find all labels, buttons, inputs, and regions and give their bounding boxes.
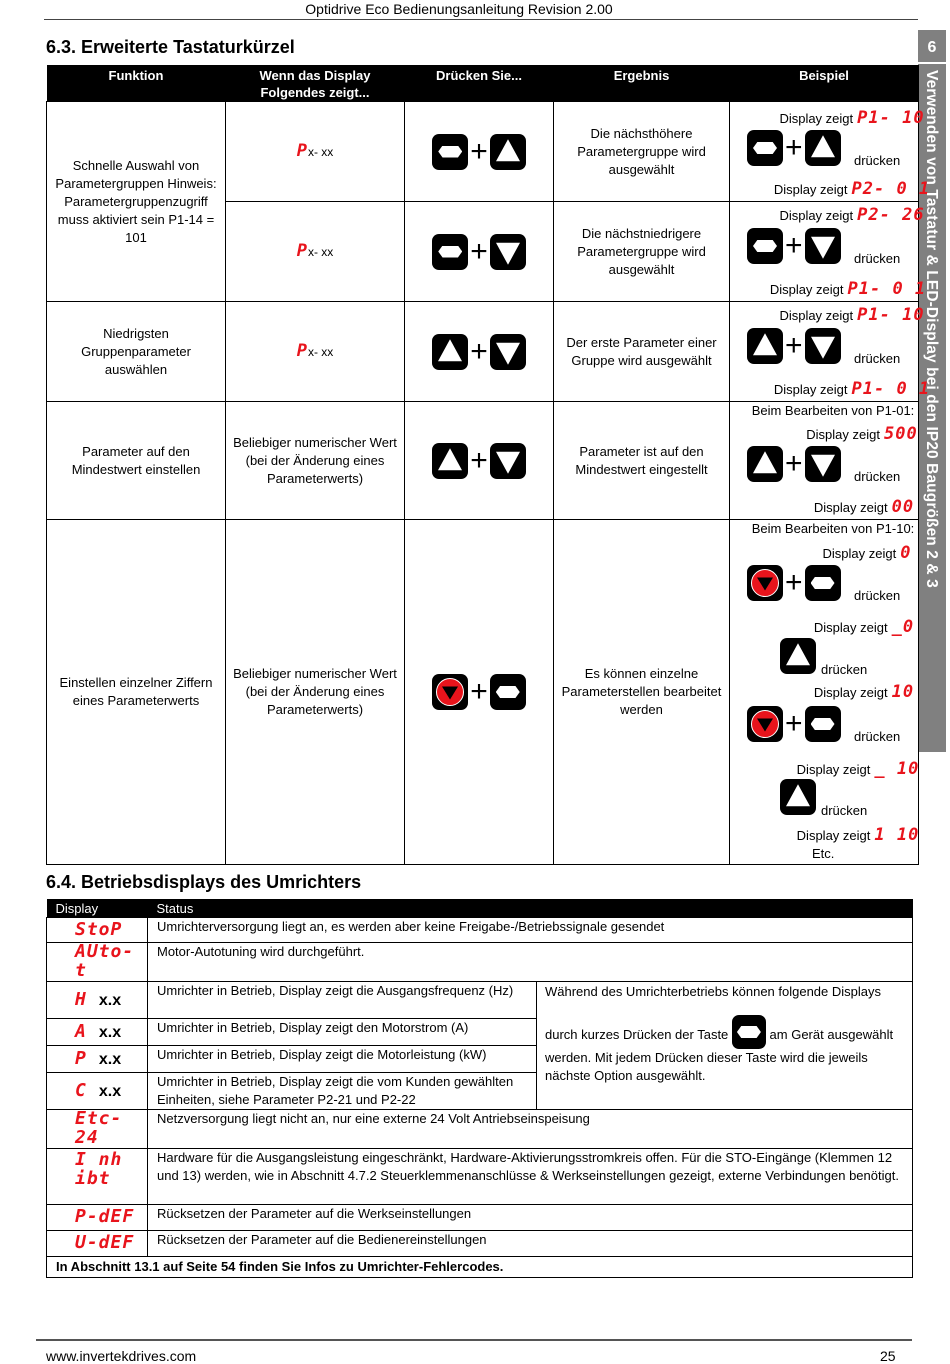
seg-display: _0 (891, 617, 915, 637)
example-line: Display zeigt P1- 0 1 (773, 379, 931, 399)
example-keys (780, 779, 816, 815)
example-line: Display zeigt 00 (813, 497, 915, 517)
example-line: Display zeigt _ 10 (796, 759, 920, 779)
seg-display: P-dEF (75, 1206, 135, 1227)
status-cell: Umrichter in Betrieb, Display zeigt die Ausgangsfrequenz (Hz) (148, 982, 537, 1019)
example-line: Display zeigt P2- 0 1 (773, 179, 931, 199)
seg-display: _ 10 (874, 759, 920, 779)
example-line: Display zeigt _0 (813, 617, 915, 637)
seg-display: P1- 10 (857, 305, 925, 325)
table-row (47, 1231, 913, 1257)
note-cell (537, 982, 913, 1110)
example-cell (730, 302, 931, 402)
example-keys: + (747, 446, 841, 482)
display-text: Beliebiger numerischer Wert (bei der Änderung eines Parameterwerts) (233, 434, 397, 486)
display-cell (226, 302, 405, 402)
seg-display: 500 (883, 424, 918, 444)
example-keys: + (747, 706, 841, 742)
example-line: Display zeigt 0 (822, 543, 912, 563)
seg-display: A (75, 1020, 87, 1042)
seg-display: 00 (891, 497, 915, 517)
example-keys (780, 638, 816, 674)
display-text: Beliebiger numerischer Wert (bei der Änderung eines Parameterwerts) (233, 666, 397, 717)
seg-display: 10 (891, 682, 915, 702)
col-header: Status (148, 899, 913, 918)
result-cell (554, 302, 730, 402)
note-text: Während des Umrichterbetriebs können folgende Displays (545, 984, 882, 999)
section-title-6-4: 6.4. Betriebsdisplays des Umrichters (46, 872, 362, 892)
down-key-icon (490, 443, 526, 479)
table-row (47, 943, 913, 982)
stop-key-icon (747, 228, 783, 264)
result-cell (554, 520, 730, 865)
stop-key-icon (490, 674, 526, 710)
chapter-title: Verwenden von Tastatur & LED-Display bei den IP20 Baugrößen 2 & 3 (923, 70, 940, 588)
value-text: x.x (98, 1082, 122, 1100)
shortcut-table (46, 65, 931, 865)
example-cell (730, 102, 931, 202)
fault-code-note: In Abschnitt 13.1 auf Seite 54 finden Sie Infos zu Umrichter-Fehlercodes. (47, 1257, 913, 1278)
up-key-icon (747, 446, 783, 482)
status-cell: Rücksetzen der Parameter auf die Bedienereinstellungen (148, 1231, 913, 1257)
footer-rule (36, 1339, 912, 1341)
press-label: drücken (821, 662, 868, 677)
result-text: Die nächsthöhere Parametergruppe wird ausgewählt (577, 125, 706, 177)
result-text: Parameter ist auf den Mindestwert eingestellt (575, 443, 708, 477)
press-label: drücken (854, 153, 901, 168)
value-text: x.x (98, 1023, 122, 1041)
status-cell: Hardware für die Ausgangsleistung eingeschränkt, Hardware-Aktivierungsstromkreis offen. Für die STO-Eingänge (Klemmen 12 und 13) werden, wie in Abschnitt 4.7.2 Steuerklemmenanschlüsse & Werkseinstellungen gezeigt, externe Verbindungen benötigt. (148, 1149, 913, 1205)
seg-display: 0 (900, 543, 912, 563)
status-cell: Umrichterversorgung liegt an, es werden aber keine Freigabe-/Betriebssignale gesendet (148, 918, 913, 943)
up-key-icon (747, 328, 783, 364)
seg-display: I nh ibt (75, 1149, 123, 1189)
table-row (47, 918, 913, 943)
display-cell (226, 520, 405, 865)
press-cell: + (405, 202, 554, 302)
example-cell (730, 202, 927, 302)
table-row (47, 102, 919, 202)
seg-display: C (75, 1079, 87, 1101)
example-line: Display zeigt P2- 26 (779, 205, 925, 225)
display-cell (226, 202, 405, 302)
stop-key-icon (805, 565, 841, 601)
up-key-icon (490, 134, 526, 170)
display-text: x- xx (307, 245, 334, 259)
result-text: Der erste Parameter einer Gruppe wird ausgewählt (566, 334, 717, 368)
seg-display: P2- 0 1 (851, 179, 931, 199)
press-cell: + (405, 302, 554, 402)
display-cell (226, 402, 405, 520)
down-key-icon (490, 334, 526, 370)
example-line: Display zeigt P1- 10 (779, 305, 925, 325)
seg-display: P1- 10 (857, 108, 925, 128)
press-label: drücken (854, 729, 901, 744)
seg-display: H (75, 988, 87, 1010)
example-keys: + (747, 228, 841, 264)
seg-display: P1- 0 1 (851, 379, 931, 399)
example-line: Display zeigt 1 10 (796, 825, 920, 845)
status-cell: Umrichter in Betrieb, Display zeigt die Motorleistung (kW) (148, 1046, 537, 1073)
seg-display: P (296, 341, 308, 361)
up-key-icon (780, 638, 816, 674)
example-intro: Beim Bearbeiten von P1-10: (751, 521, 915, 536)
start-key-icon (747, 565, 783, 601)
col-header: Display (47, 899, 148, 918)
chapter-number: 6 (918, 34, 946, 64)
table-row (47, 520, 919, 865)
seg-display: U-dEF (75, 1232, 135, 1253)
seg-display: P (296, 241, 308, 261)
display-cell (47, 982, 148, 1019)
result-cell (554, 202, 730, 302)
example-line: Display zeigt 500 (806, 424, 918, 444)
function-text: Parameter auf den Mindestwert einstellen (71, 443, 201, 477)
table-row (47, 982, 913, 1019)
stop-key-icon (747, 130, 783, 166)
col-header: Drücken Sie... (405, 65, 554, 102)
seg-display: P1- 0 1 (847, 279, 927, 299)
table-row (47, 1149, 913, 1205)
value-text: x.x (98, 991, 122, 1009)
press-cell: + (405, 520, 554, 865)
example-keys: + (747, 328, 841, 364)
function-cell (47, 402, 226, 520)
example-cell (730, 402, 919, 520)
display-cell (47, 1019, 148, 1046)
down-key-icon (805, 446, 841, 482)
seg-display: P (75, 1047, 87, 1069)
press-label: drücken (821, 803, 868, 818)
function-text: Schnelle Auswahl von Parametergruppen Hinweis: Parametergruppenzugriff muss aktiviert sein P1-14 = 101 (55, 157, 217, 245)
shortcut-table-header (47, 65, 919, 102)
example-intro: Beim Bearbeiten von P1-01: (751, 403, 915, 418)
table-row (47, 1110, 913, 1149)
example-line: Display zeigt P1- 0 1 (769, 279, 927, 299)
down-key-icon (805, 228, 841, 264)
table-row (47, 302, 919, 402)
example-keys: + (747, 130, 841, 166)
display-cell (47, 943, 148, 982)
result-cell (554, 402, 730, 520)
function-text: Niedrigsten Gruppenparameter auswählen (81, 325, 191, 377)
table-header (47, 899, 913, 918)
result-text: Die nächstniedrigere Parametergruppe wird ausgewählt (577, 225, 706, 277)
col-header: Beispiel (730, 65, 919, 102)
status-cell: Umrichter in Betrieb, Display zeigt die vom Kunden gewählten Einheiten, siehe Parameter P2-21 und P2-22 (148, 1073, 537, 1110)
up-key-icon (805, 130, 841, 166)
press-label: drücken (854, 251, 901, 266)
seg-display: Etc-24 (75, 1108, 123, 1148)
function-text: Einstellen einzelner Ziffern eines Parameterwerts (59, 675, 213, 708)
table-row (47, 402, 919, 520)
page-number: 25 (880, 1348, 896, 1364)
start-key-icon (747, 706, 783, 742)
stop-key-icon (805, 706, 841, 742)
example-line: Display zeigt 10 (813, 682, 915, 702)
status-cell: Motor-Autotuning wird durchgeführt. (148, 943, 913, 982)
result-cell (554, 102, 730, 202)
note-text-line: durch kurzes Drücken der Taste am Gerät ausgewählt werden. Mit jedem Drücken dieser Taste wird die jeweils nächste Option ausgewählt. (545, 1015, 904, 1085)
display-cell (47, 1231, 148, 1257)
seg-display: AUto-t (75, 941, 135, 981)
seg-display: StoP (75, 918, 123, 940)
header-rule (44, 19, 918, 20)
col-header: Wenn das Display Folgendes zeigt... (226, 65, 405, 102)
col-header: Funktion (47, 65, 226, 102)
website-link[interactable]: www.invertekdrives.com (46, 1348, 197, 1364)
up-key-icon (780, 779, 816, 815)
function-cell (47, 520, 226, 865)
display-cell (226, 102, 405, 202)
example-cell (730, 520, 919, 865)
value-text: x.x (98, 1050, 122, 1068)
display-text: x- xx (307, 345, 334, 359)
etc-label: Etc. (812, 846, 835, 861)
table-footer-row (47, 1257, 913, 1278)
result-text: Es können einzelne Parameterstellen bearbeitet werden (561, 666, 722, 717)
status-cell: Netzversorgung liegt nicht an, nur eine externe 24 Volt Antriebseinspeisung (148, 1110, 913, 1149)
seg-display: P2- 26 (857, 205, 925, 225)
col-header: Ergebnis (554, 65, 730, 102)
seg-display: P (296, 141, 308, 161)
status-cell: Rücksetzen der Parameter auf die Werkseinstellungen (148, 1205, 913, 1231)
stop-key-icon (732, 1015, 766, 1049)
press-label: drücken (854, 588, 901, 603)
display-cell (47, 1046, 148, 1073)
press-cell: + (405, 102, 554, 202)
start-key-icon (432, 674, 468, 710)
operating-displays-table (46, 899, 913, 1278)
stop-key-icon (432, 134, 468, 170)
down-key-icon (805, 328, 841, 364)
display-cell (47, 1149, 148, 1205)
display-text: x- xx (307, 145, 334, 159)
display-cell (47, 918, 148, 943)
example-line: Display zeigt P1- 10 (779, 108, 925, 128)
press-label: drücken (854, 351, 901, 366)
up-key-icon (432, 334, 468, 370)
status-cell: Umrichter in Betrieb, Display zeigt den Motorstrom (A) (148, 1019, 537, 1046)
up-key-icon (432, 443, 468, 479)
function-cell (47, 102, 226, 302)
example-keys: + (747, 565, 841, 601)
display-cell (47, 1073, 148, 1110)
seg-display: 1 10 (874, 825, 920, 845)
press-cell: + (405, 402, 554, 520)
press-label: drücken (854, 469, 901, 484)
table-row (47, 1205, 913, 1231)
down-key-icon (490, 234, 526, 270)
section-title-6-3: 6.3. Erweiterte Tastaturkürzel (46, 37, 295, 57)
stop-key-icon (432, 234, 468, 270)
display-cell (47, 1110, 148, 1149)
function-cell (47, 302, 226, 402)
document-header: Optidrive Eco Bedienungsanleitung Revision 2.00 (305, 1, 613, 17)
display-cell (47, 1205, 148, 1231)
